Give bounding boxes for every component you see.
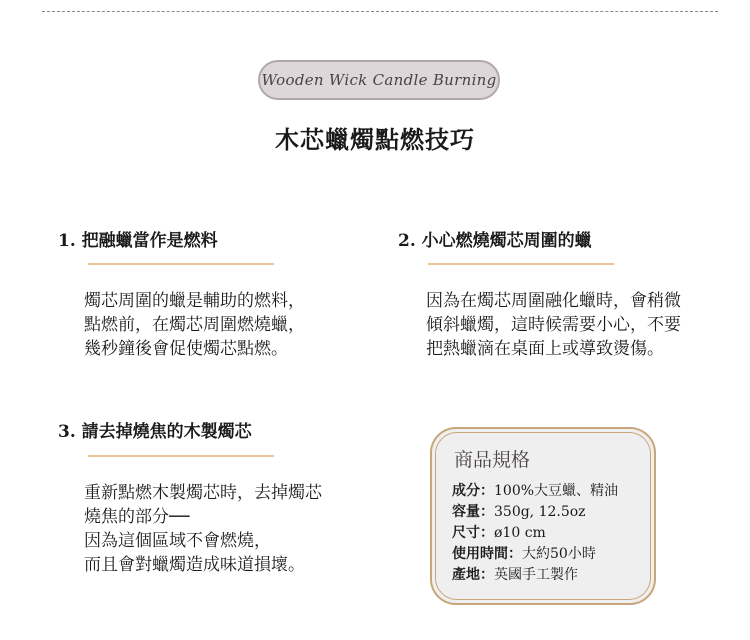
- tip-3-line: 燒焦的部分──: [84, 507, 190, 527]
- tip-3-line: 因為這個區域不會燃燒，: [84, 531, 271, 551]
- product-spec-card: [430, 427, 656, 605]
- spec-row: [452, 544, 618, 565]
- spec-title: 商品規格: [454, 449, 531, 471]
- tip-1-body: [84, 289, 305, 361]
- page-title: 木芯蠟燭點燃技巧: [275, 125, 475, 154]
- spec-list: [452, 481, 618, 586]
- spec-key: 成分：: [452, 483, 494, 499]
- spec-key: 尺寸：: [452, 525, 494, 541]
- tip-3-body: [84, 481, 322, 577]
- tip-1-line: 燭芯周圍的蠟是輔助的燃料，: [84, 291, 305, 311]
- spec-value: 英國手工製作: [494, 567, 578, 583]
- spec-value: ø10 cm: [494, 525, 546, 541]
- top-divider: [42, 11, 718, 12]
- spec-key: 產地：: [452, 567, 494, 583]
- spec-key: 使用時間：: [452, 546, 522, 562]
- spec-row: [452, 502, 618, 523]
- spec-value: 大約50小時: [522, 546, 596, 562]
- tip-3-underline: [88, 455, 274, 457]
- tip-3-line: 而且會對蠟燭造成味道損壞。: [84, 555, 305, 575]
- spec-row: [452, 481, 618, 502]
- tip-2-line: 因為在燭芯周圍融化蠟時，會稍微: [426, 291, 681, 311]
- tip-2-heading: 2. 小心燃燒燭芯周圍的蠟: [398, 231, 592, 251]
- tip-1-line: 點燃前，在燭芯周圍燃燒蠟，: [84, 315, 305, 335]
- tip-2-line: 傾斜蠟燭，這時候需要小心，不要: [426, 315, 681, 335]
- tip-2-body: [426, 289, 681, 361]
- tip-1-line: 幾秒鐘後會促使燭芯點燃。: [84, 339, 288, 359]
- spec-value: 100%大豆蠟、精油: [494, 483, 619, 499]
- tip-2-line: 把熱蠟滴在桌面上或導致燙傷。: [426, 339, 664, 359]
- spec-row: [452, 565, 618, 586]
- tip-3-heading: 3. 請去掉燒焦的木製燭芯: [58, 422, 252, 442]
- tip-1-underline: [88, 263, 274, 265]
- tip-3-line: 重新點燃木製燭芯時，去掉燭芯: [84, 483, 322, 503]
- spec-row: [452, 523, 618, 544]
- tip-1-heading: 1. 把融蠟當作是燃料: [58, 231, 218, 251]
- subtitle-pill: Wooden Wick Candle Burning: [258, 60, 500, 100]
- tip-2-underline: [428, 263, 614, 265]
- spec-value: 350g, 12.5oz: [494, 504, 586, 520]
- spec-key: 容量：: [452, 504, 494, 520]
